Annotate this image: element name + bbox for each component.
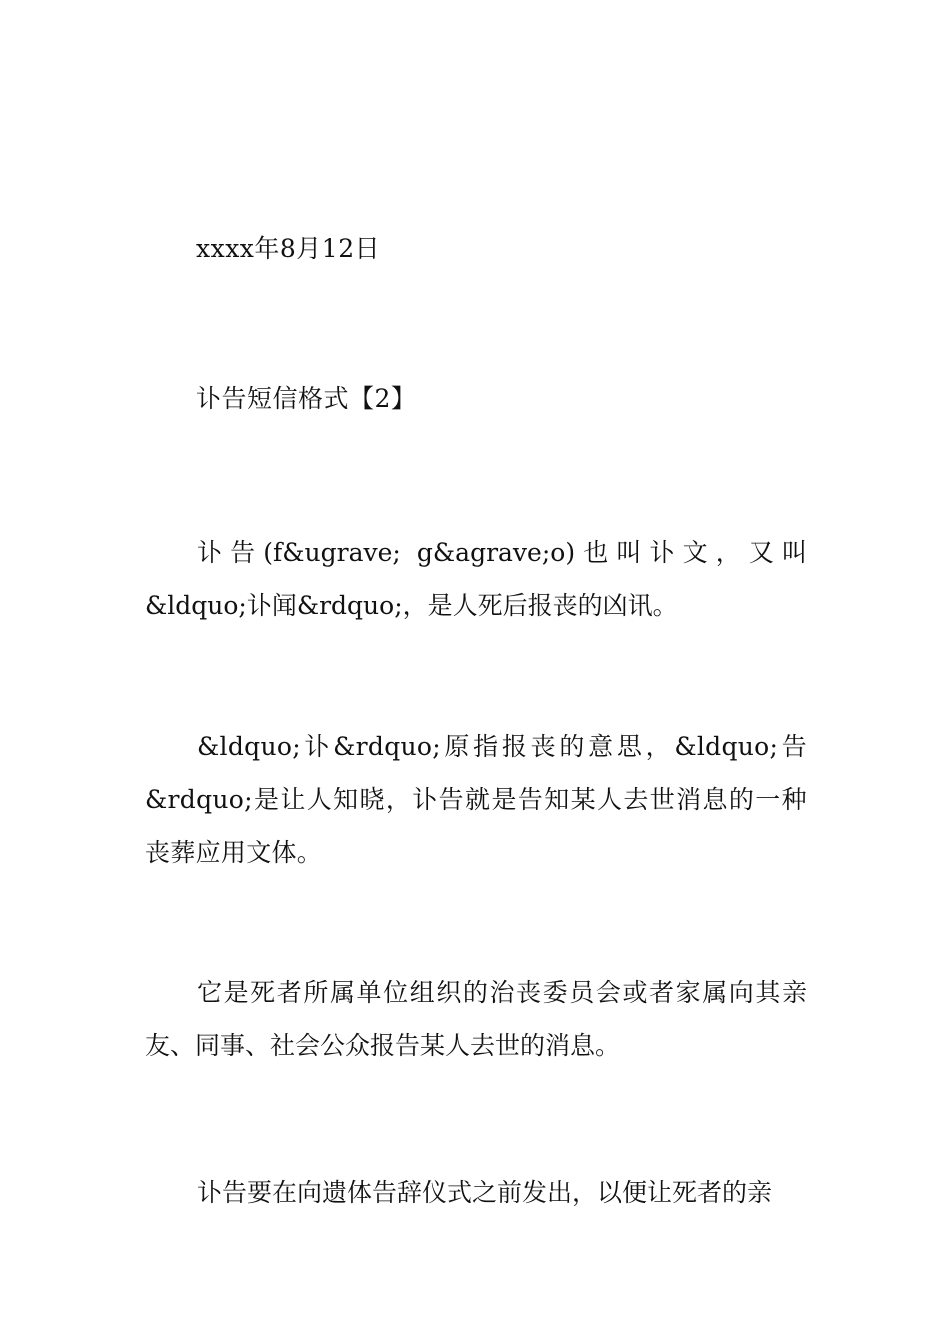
paragraph-definition: 讣告(f&ugrave; g&agrave;o)也叫讣文，又叫&ldquo;讣闻&rdquo;，是人死后报丧的凶讯。 [145,538,807,620]
date-line: xxxx年8月12日 [196,234,381,263]
paragraph-issuer: 它是死者所属单位组织的治丧委员会或者家属向其亲友、同事、社会公众报告某人去世的消息。 [145,978,807,1060]
paragraph-timing: 讣告要在向遗体告辞仪式之前发出，以便让死者的亲 [197,1178,773,1207]
paragraph-meaning: &ldquo;讣&rdquo;原指报丧的意思，&ldquo;告&rdquo;是让人知晓，讣告就是告知某人去世消息的一种丧葬应用文体。 [145,732,807,867]
section-heading: 讣告短信格式【2】 [196,384,417,413]
